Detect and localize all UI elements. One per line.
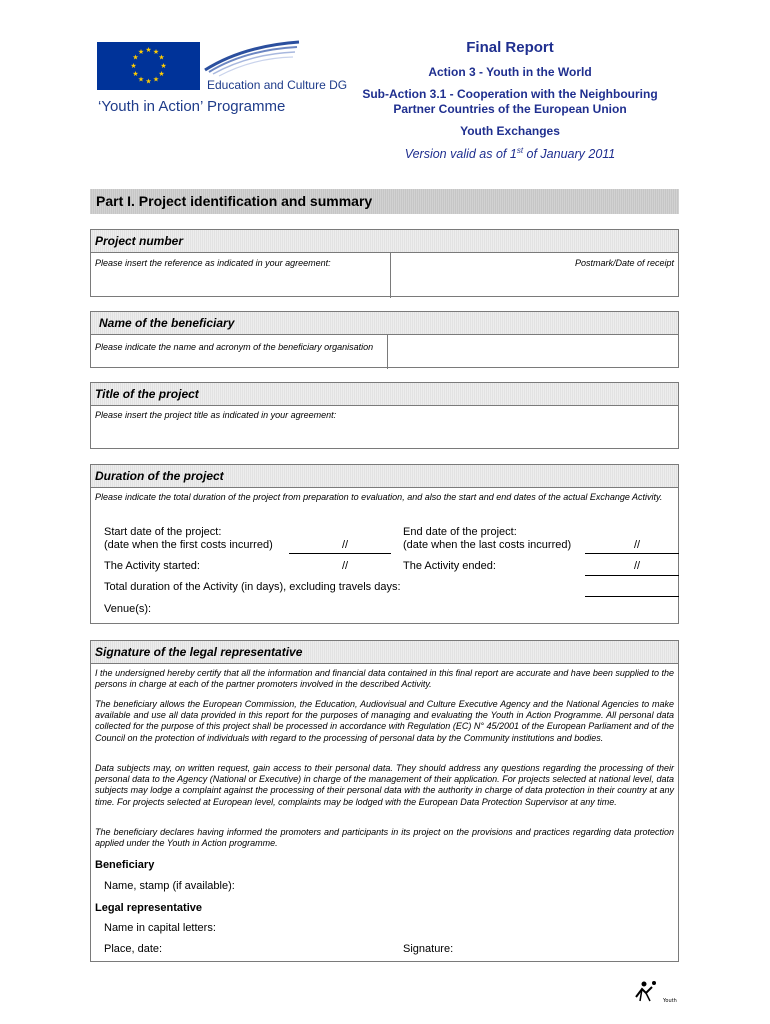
activity-ended-label: The Activity ended: xyxy=(403,560,496,572)
action-title: Action 3 - Youth in the World xyxy=(428,65,592,79)
total-duration-label: Total duration of the Activity (in days), excluding travels days: xyxy=(104,581,401,593)
end-date-input[interactable] xyxy=(585,553,679,554)
eac-swoosh-logo xyxy=(203,40,301,80)
certify-paragraph: I the undersigned hereby certify that all the information and financial data contained in this final report are accurate and have been supplied to the persons in charge at each of the partner promoters involved in the described Activity. xyxy=(95,668,674,690)
programme-name: ‘Youth in Action’ Programme xyxy=(98,98,286,115)
signature-section xyxy=(90,640,679,962)
project-number-section xyxy=(90,229,679,297)
svg-text:★: ★ xyxy=(132,70,139,78)
part-1-heading: Part I. Project identification and summary xyxy=(90,189,679,214)
project-title-section xyxy=(90,382,679,449)
svg-text:★: ★ xyxy=(152,75,160,84)
total-duration-input[interactable] xyxy=(585,596,679,597)
activity-ended-input[interactable] xyxy=(585,575,679,576)
name-capital-label: Name in capital letters: xyxy=(104,922,216,934)
svg-text:★: ★ xyxy=(137,48,145,56)
version-text-pre: Version valid as of 1 xyxy=(404,147,517,162)
legal-rep-label: Legal representative xyxy=(95,902,202,914)
beneficiary-label: Beneficiary xyxy=(95,859,155,871)
name-stamp-label: Name, stamp (if available): xyxy=(104,880,235,892)
version-note xyxy=(340,146,680,161)
project-title-input[interactable] xyxy=(95,423,673,445)
version-text-post: of January 2011 xyxy=(523,147,616,162)
beneficiary-name-input[interactable] xyxy=(391,336,675,366)
activity-started-label: The Activity started: xyxy=(104,560,200,572)
beneficiary-name-section xyxy=(90,311,679,368)
subaction-line-1: Sub-Action 3.1 - Cooperation with the Neighbouring xyxy=(362,87,658,101)
activity-ended-sep: // xyxy=(634,560,641,572)
postmark-field[interactable] xyxy=(395,272,675,294)
beneficiary-name-title: Name of the beneficiary xyxy=(91,312,678,335)
project-title-title: Title of the project xyxy=(91,383,678,406)
document-title: Final Report xyxy=(466,39,554,56)
dg-name: Education and Culture DG xyxy=(207,78,348,92)
svg-text:★: ★ xyxy=(132,53,139,62)
svg-text:★: ★ xyxy=(145,77,152,86)
start-date-sep: // xyxy=(342,539,349,551)
eu-flag-logo xyxy=(97,42,200,90)
beneficiary-name-hint: Please indicate the name and acronym of the beneficiary organisation xyxy=(95,342,374,352)
declaration-paragraph: The beneficiary declares having informed the promoters and participants in its project on the provisions and practices regarding data protection applied under the Youth in Action programme. xyxy=(95,827,674,849)
duration-section xyxy=(90,464,679,624)
activity-started-sep: // xyxy=(342,560,349,572)
start-date-input[interactable] xyxy=(289,553,391,554)
svg-text:★: ★ xyxy=(137,75,145,84)
svg-text:★: ★ xyxy=(158,70,165,78)
subaction-line-2: Partner Countries of the European Union xyxy=(393,102,627,116)
youth-logo-text: Youth xyxy=(663,998,677,1004)
duration-hint: Please indicate the total duration of the project from preparation to evaluation, and also the start and end dates of the actual Exchange Activity. xyxy=(95,492,663,502)
data-access-paragraph: Data subjects may, on written request, gain access to their personal data. They should address any questions regarding the processing of their personal data to the Agency (National or Executive) in charge of the management of their application. For projects selected at national level, data subjects may lodge a complaint against the processing of their personal data with the authority in charge of data protection in their country at any time. For projects selected at European level, complaints may be lodged with the European Data Protection Supervisor at any time. xyxy=(95,763,674,807)
project-number-hint: Please insert the reference as indicated in your agreement: xyxy=(95,258,331,268)
signature-input[interactable] xyxy=(463,940,673,956)
youth-logo xyxy=(632,979,678,1005)
duration-title: Duration of the project xyxy=(91,465,678,488)
place-date-input[interactable] xyxy=(181,940,381,956)
postmark-label: Postmark/Date of receipt xyxy=(574,258,674,268)
svg-text:★: ★ xyxy=(145,46,152,54)
project-title-hint: Please insert the project title as indicated in your agreement: xyxy=(95,410,337,420)
svg-text:★: ★ xyxy=(130,62,137,70)
start-date-sub: (date when the first costs incurred) xyxy=(104,539,273,551)
end-date-label: End date of the project: xyxy=(403,526,517,538)
name-stamp-input[interactable] xyxy=(251,877,671,893)
svg-text:★: ★ xyxy=(152,48,160,56)
subaction-title xyxy=(340,87,680,117)
exchange-type: Youth Exchanges xyxy=(460,124,560,138)
end-date-sep: // xyxy=(634,539,641,551)
name-capital-input[interactable] xyxy=(231,919,671,935)
data-use-paragraph: The beneficiary allows the European Commission, the Education, Audiovisual and Culture Executive Agency and the National Agencies to make available and use all data provided in this report for the purposes of managing and evaluating the Youth in Action Programme. All personal data collected for the purpose of this project shall be processed in accordance with Regulation (EC) N° 45/2001 of the European Parliament and of the Council on the protection of individuals with regard to the processing of personal data by the Community institutions and bodies. xyxy=(95,699,674,743)
project-number-input[interactable] xyxy=(95,272,385,294)
signature-label: Signature: xyxy=(403,943,454,955)
venue-label: Venue(s): xyxy=(104,603,152,615)
end-date-sub: (date when the last costs incurred) xyxy=(403,539,572,551)
version-sup: st xyxy=(516,146,524,155)
svg-text:★: ★ xyxy=(160,62,167,70)
svg-text:★: ★ xyxy=(158,53,165,62)
project-number-title: Project number xyxy=(91,230,678,253)
signature-title: Signature of the legal representative xyxy=(91,641,678,664)
place-date-label: Place, date: xyxy=(104,943,163,955)
start-date-label: Start date of the project: xyxy=(104,526,222,538)
